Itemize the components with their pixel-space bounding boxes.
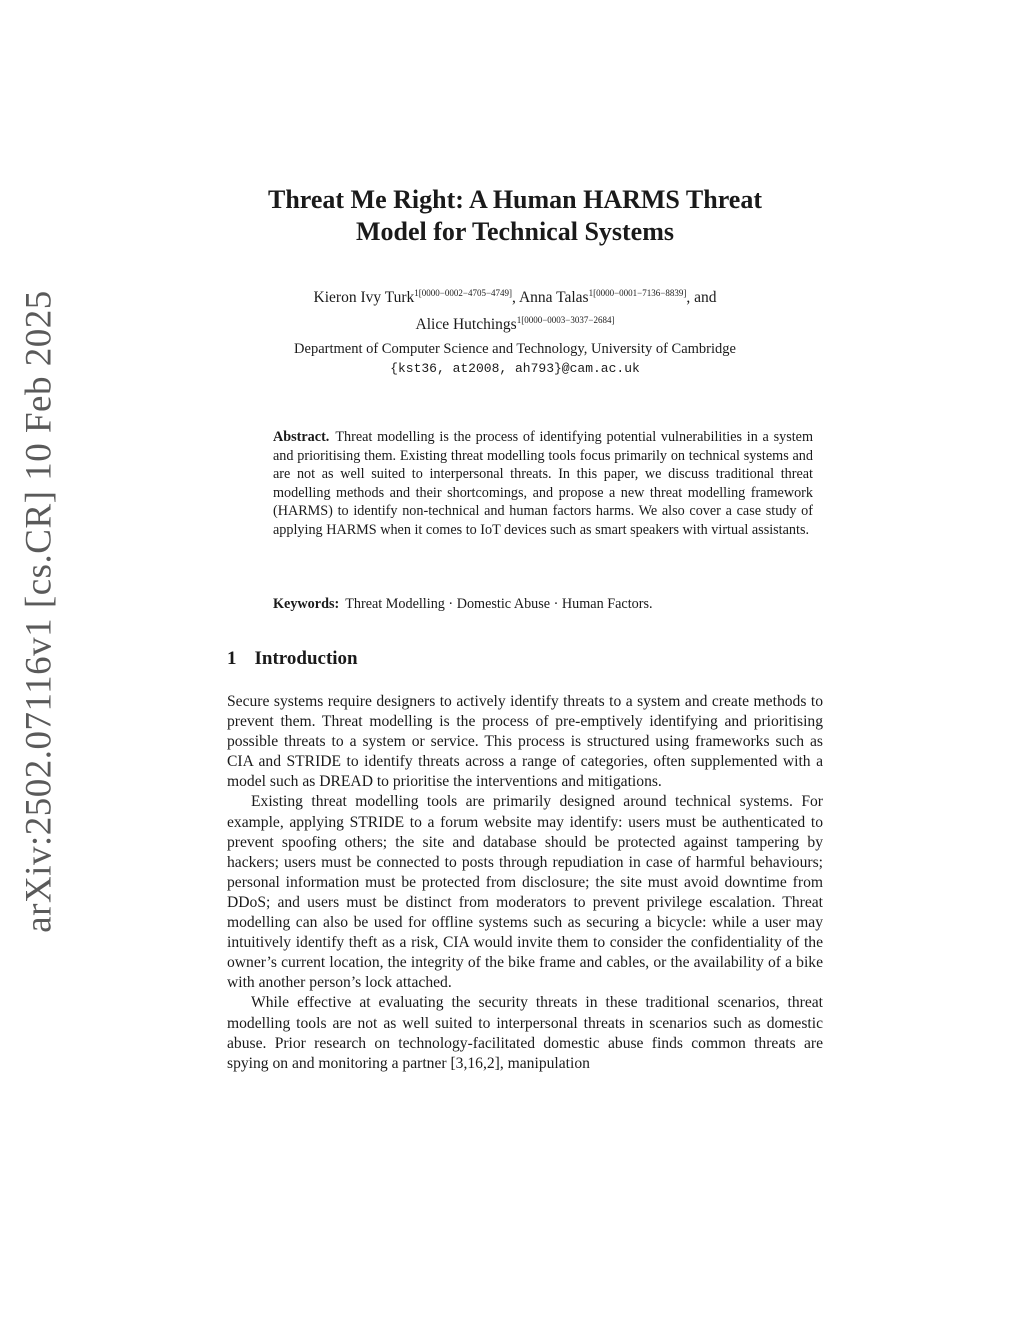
author-separator: , and	[686, 289, 717, 306]
author-orcid: 1[0000−0003−3037−2684]	[516, 315, 615, 325]
author-name: Alice Hutchings	[415, 316, 517, 333]
author-name: Anna Talas	[518, 289, 589, 306]
author-orcid: 1[0000−0001−7136−8839]	[588, 288, 687, 298]
keywords-text: Threat Modelling · Domestic Abuse · Human Factors.	[345, 596, 653, 612]
body-paragraph: Secure systems require designers to actively identify threats to a system and create methods to prevent them. Threat modelling is the process of pre-emptively identifying and prioritising possible threats to a system or service. This process is structured using frameworks such as CIA and STRIDE to identify threats across a range of categories, often supplemented with a model such as DREAD to prioritise the interventions and mitigations.	[227, 693, 823, 791]
keywords-label: Keywords:	[273, 596, 340, 612]
author-emails: {kst36, at2008, ah793}@cam.ac.uk	[390, 361, 640, 376]
author-name: Kieron Ivy Turk	[313, 289, 415, 306]
affiliation-block	[200, 340, 830, 378]
body-paragraph: Existing threat modelling tools are primarily designed around technical systems. For example, applying STRIDE to a forum website may identify: users must be authenticated to prevent spoofing others; the site and database should be protected against tampering by hackers; users must be connected to posts through repudiation in case of harmful behaviours; personal information must be protected from disclosure; the site must avoid downtime from DDoS; and users must be distinct from moderators to prevent privilege escalation. Threat modelling can also be used for offline systems such as securing a bicycle: while a user may intuitively identify theft as a risk, CIA would invite them to consider the confidentiality of the owner’s current location, the integrity of the bike frame and cables, or the availability of a bike with another person’s lock attached.	[227, 793, 823, 992]
section-heading-introduction	[227, 648, 358, 670]
body-paragraph: While effective at evaluating the security threats in these traditional scenarios, threat modelling tools are not as well suited to interpersonal threats in scenarios such as domestic abuse. Prior research on technology-facilitated domestic abuse finds common threats are spying on and monitoring a partner [3,16,2], manipulation	[227, 994, 823, 1072]
paper-title-line-2: Model for Technical Systems	[355, 217, 675, 246]
abstract-text: Threat modelling is the process of identifying potential vulnerabilities in a system and prioritising them. Existing threat modelling tools focus primarily on technical systems and are not as well suited to interpersonal threats. In this paper, we discuss traditional threat modelling methods and their shortcomings, and propose a new threat modelling framework (HARMS) to identify non-technical and human factors harms. We also cover a case study of applying HARMS when it comes to IoT devices such as smart speakers with virtual assistants.	[273, 429, 813, 538]
paper-title-line-1: Threat Me Right: A Human HARMS Threat	[267, 185, 762, 214]
arxiv-identifier-text: arXiv:2502.07116v1 [cs.CR] 10 Feb 2025	[18, 289, 60, 933]
keywords	[273, 595, 813, 614]
section-number: 1	[227, 648, 237, 669]
abstract	[273, 428, 813, 539]
section-title: Introduction	[254, 648, 358, 669]
arxiv-identifier-stamp	[6, 289, 72, 933]
paper-title	[200, 184, 830, 248]
author-orcid: 1[0000−0002−4705−4749]	[414, 288, 513, 298]
author-line-1	[180, 282, 850, 309]
body-text	[227, 692, 823, 1074]
author-separator: ,	[512, 289, 519, 306]
abstract-label: Abstract.	[273, 429, 330, 445]
affiliation-text: Department of Computer Science and Technology, University of Cambridge	[294, 341, 736, 357]
author-list	[180, 282, 850, 336]
author-line-2	[180, 309, 850, 336]
